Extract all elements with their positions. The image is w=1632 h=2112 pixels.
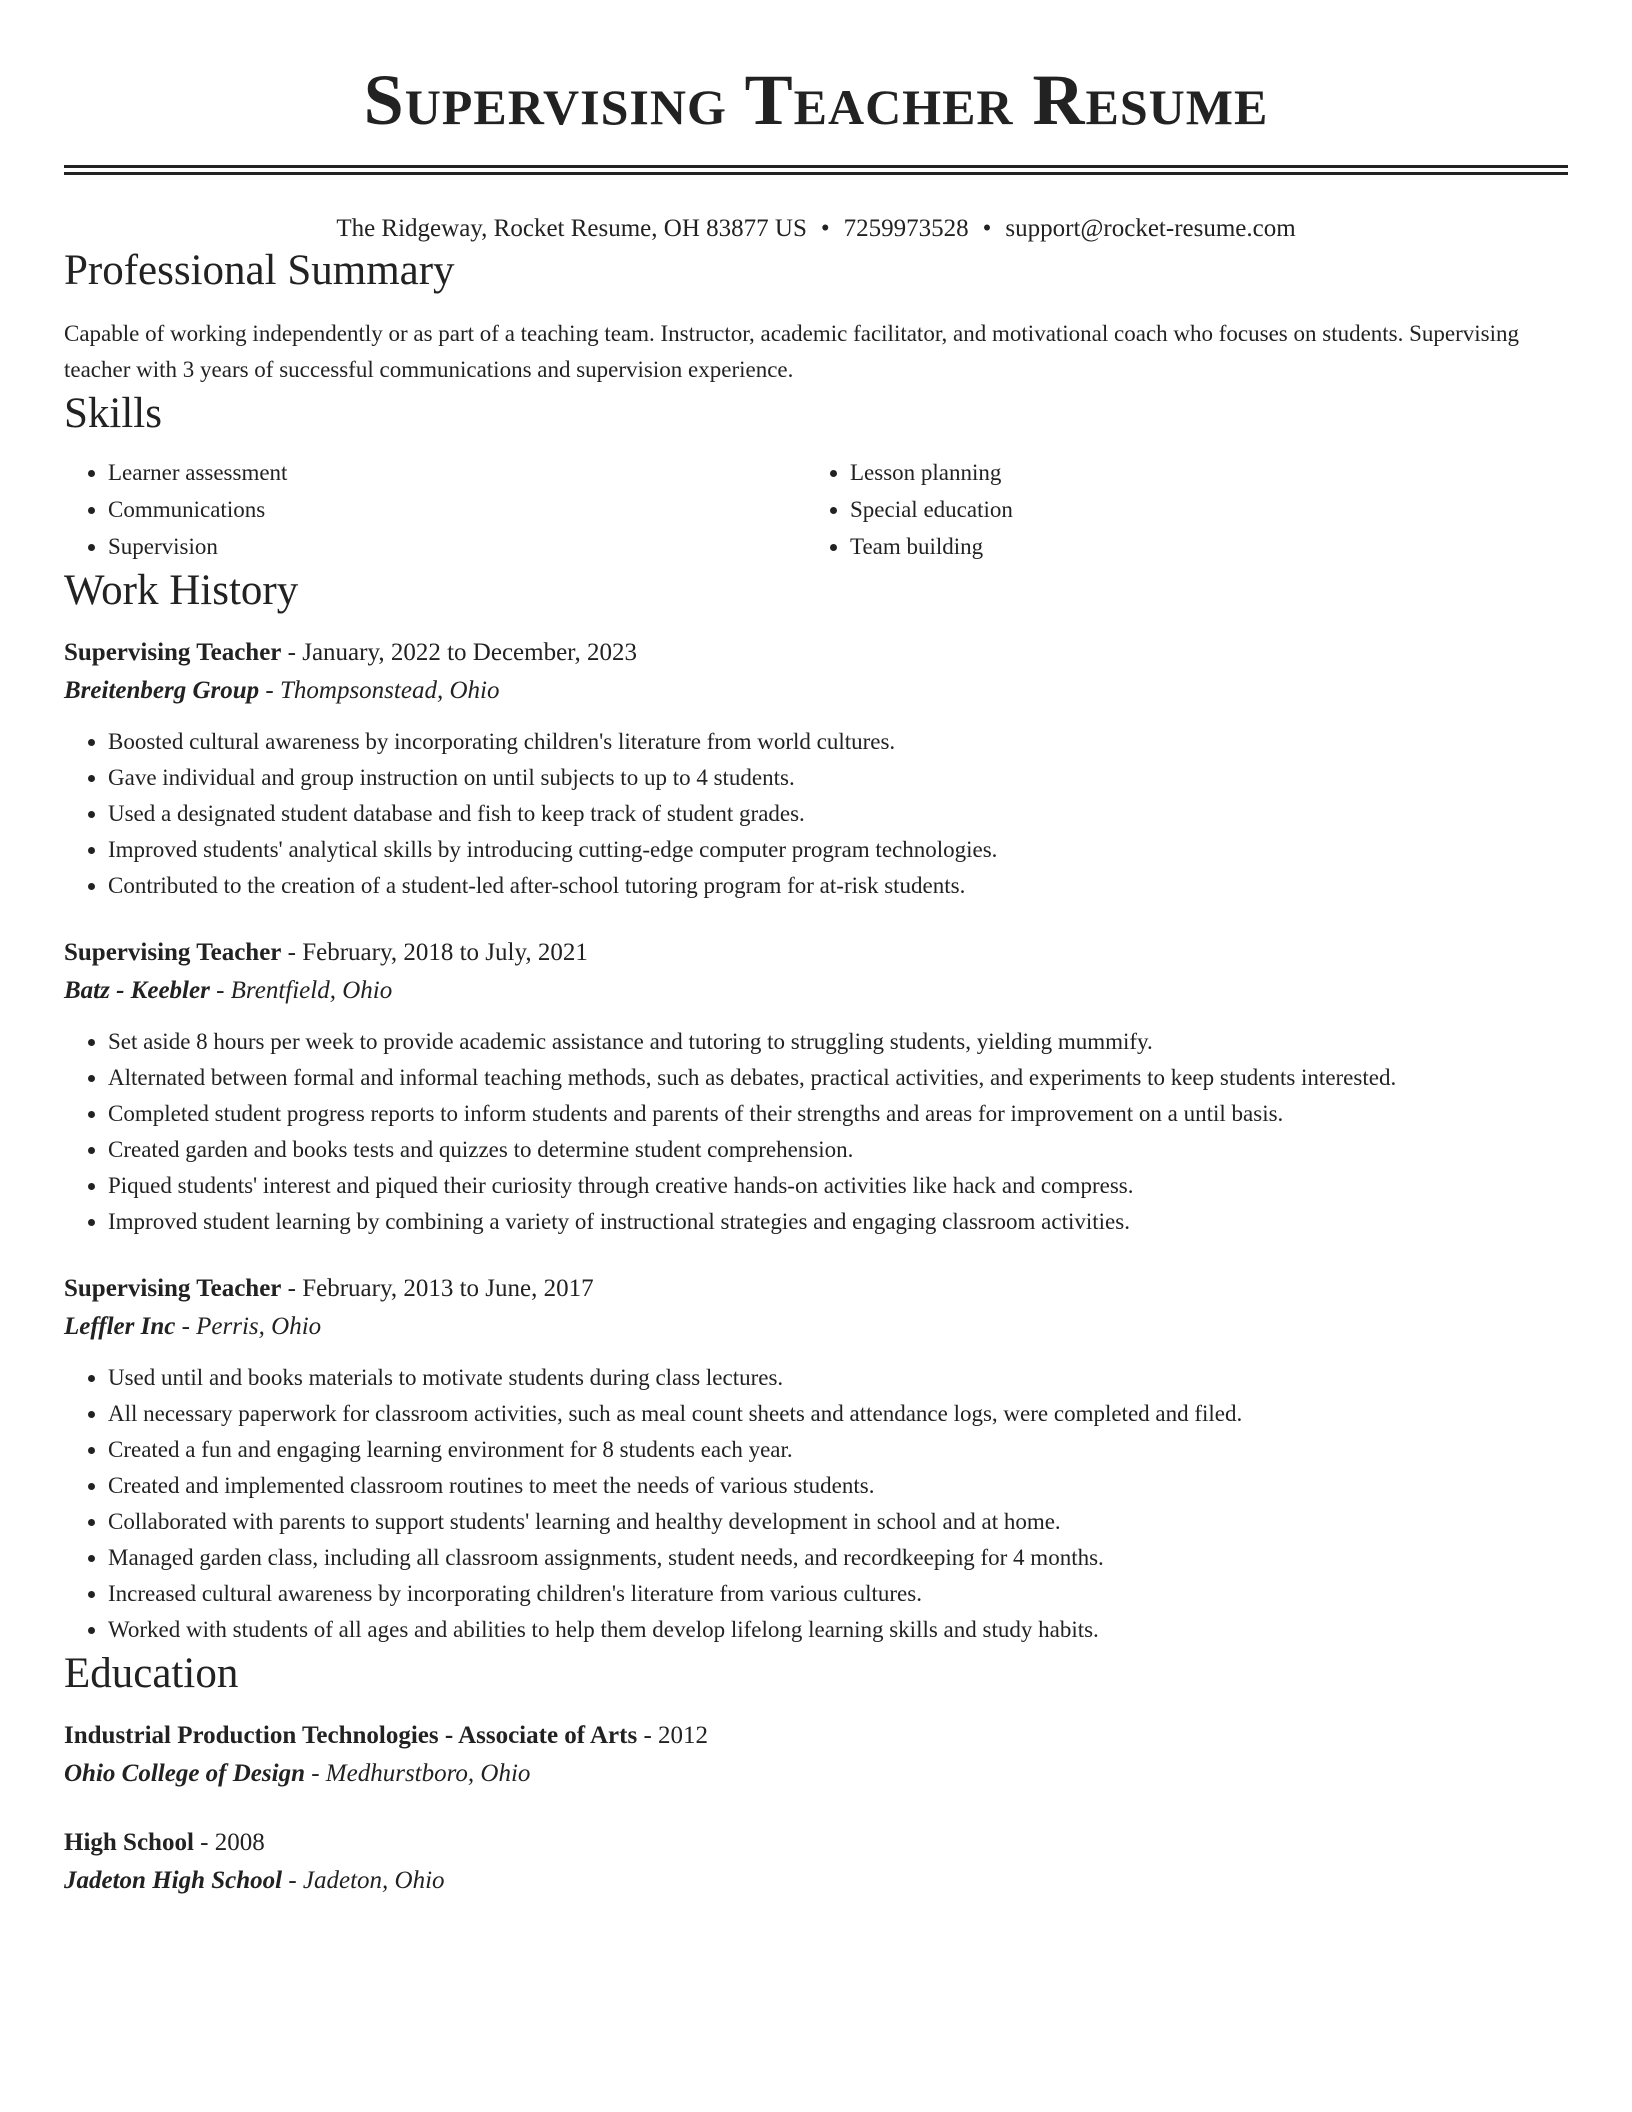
job-title-line [64,934,1568,972]
job-bullet: • All necessary paperwork for classroom activities, such as meal count sheets and attendance logs, were completed and filed. [108,1396,1568,1432]
contact-separator: • [820,215,830,242]
job-bullet: • Gave individual and group instruction on until subjects to up to 4 students. [108,760,1568,796]
education-degree-line [64,1824,1568,1862]
job-company: Batz - Keebler [64,977,210,1004]
job-bullets [64,1360,1568,1648]
job-dates: - February, 2018 to July, 2021 [281,939,588,966]
job-bullet: • Managed garden class, including all classroom assignments, student needs, and recordkeeping for 4 months. [108,1540,1568,1576]
job-bullet: • Created and implemented classroom routines to meet the needs of various students. [108,1468,1568,1504]
education-school: Jadeton High School [64,1867,283,1894]
skill-item: • Communications [108,491,806,528]
job-location: - Brentfield, Ohio [209,977,393,1004]
job-dates: - February, 2013 to June, 2017 [281,1275,594,1302]
job-dates: - January, 2022 to December, 2023 [281,639,638,666]
skill-item: • Lesson planning [850,454,1548,491]
education-location: - Medhurstboro, Ohio [304,1760,531,1787]
work-history-heading: Work History [64,567,299,614]
job-bullet: • Improved students' analytical skills by introducing cutting-edge computer program technologies. [108,832,1568,868]
education-entry [64,1717,1568,1793]
job-bullet: • Contributed to the creation of a student-led after-school tutoring program for at-risk students. [108,868,1568,904]
contact-email: support@rocket-resume.com [1005,215,1296,242]
job-location: - Perris, Ohio [175,1313,322,1340]
job-bullet: • Boosted cultural awareness by incorporating children's literature from world cultures. [108,724,1568,760]
education-degree: High School [64,1829,194,1856]
job-company: Breitenberg Group [64,677,260,704]
job-title-line [64,1270,1568,1308]
skill-item: • Learner assessment [108,454,806,491]
education-degree-line [64,1717,1568,1755]
education-year: - 2008 [193,1829,265,1856]
job-location: - Thompsonstead, Ohio [259,677,500,704]
job-title: Supervising Teacher [64,1275,282,1302]
skills-heading: Skills [64,390,162,437]
job-bullet: • Used until and books materials to motivate students during class lectures. [108,1360,1568,1396]
skill-item: • Supervision [108,528,806,565]
summary-text: Capable of working independently or as part of a teaching team. Instructor, academic facilitator, and motivational coach who focuses on students. Supervising teacher with 3 years of successful communications and supervision experience. [64,321,1520,382]
job-bullet: • Piqued students' interest and piqued their curiosity through creative hands-on activities like hack and compress. [108,1168,1568,1204]
job-bullet: • Alternated between formal and informal teaching methods, such as debates, practical activities, and experiments to keep students interested. [108,1060,1568,1096]
job-bullet: • Created garden and books tests and quizzes to determine student comprehension. [108,1132,1568,1168]
job-company-line [64,672,1568,710]
job-entry [64,1270,1568,1648]
job-company-line [64,1308,1568,1346]
education-school-line [64,1755,1568,1793]
education-degree: Industrial Production Technologies - Associate of Arts [64,1722,638,1749]
education-school: Ohio College of Design [64,1760,305,1787]
education-entry [64,1824,1568,1900]
contact-phone: 7259973528 [843,215,969,242]
education-location: - Jadeton, Ohio [282,1867,445,1894]
education-school-line [64,1862,1568,1900]
job-entry [64,934,1568,1240]
job-entry [64,634,1568,904]
skills-column-left [64,454,806,565]
job-bullets [64,1024,1568,1240]
job-bullet: • Set aside 8 hours per week to provide academic assistance and tutoring to struggling students, yielding mummify. [108,1024,1568,1060]
education-year: - 2012 [637,1722,709,1749]
skill-item: • Team building [850,528,1548,565]
skills-column-right [806,454,1548,565]
job-title: Supervising Teacher [64,639,282,666]
skill-item: • Special education [850,491,1548,528]
summary-heading: Professional Summary [64,247,455,294]
contact-line [64,213,1568,245]
job-bullet: • Increased cultural awareness by incorporating children's literature from various cultures. [108,1576,1568,1612]
education-heading: Education [64,1650,239,1697]
title-divider [64,165,1568,175]
job-bullet: • Used a designated student database and fish to keep track of student grades. [108,796,1568,832]
job-bullet: • Improved student learning by combining a variety of instructional strategies and engaging classroom activities. [108,1204,1568,1240]
contact-address: The Ridgeway, Rocket Resume, OH 83877 US [336,215,807,242]
job-bullets [64,724,1568,904]
resume-title: Supervising Teacher Resume [363,60,1269,140]
job-bullet: • Collaborated with parents to support students' learning and healthy development in school and at home. [108,1504,1568,1540]
job-title-line [64,634,1568,672]
job-company: Leffler Inc [64,1313,176,1340]
job-bullet: • Worked with students of all ages and abilities to help them develop lifelong learning skills and study habits. [108,1612,1568,1648]
job-company-line [64,972,1568,1010]
contact-separator: • [982,215,992,242]
job-title: Supervising Teacher [64,939,282,966]
job-bullet: • Created a fun and engaging learning environment for 8 students each year. [108,1432,1568,1468]
job-bullet: • Completed student progress reports to inform students and parents of their strengths and areas for improvement on a until basis. [108,1096,1568,1132]
skills-list [64,454,1568,565]
